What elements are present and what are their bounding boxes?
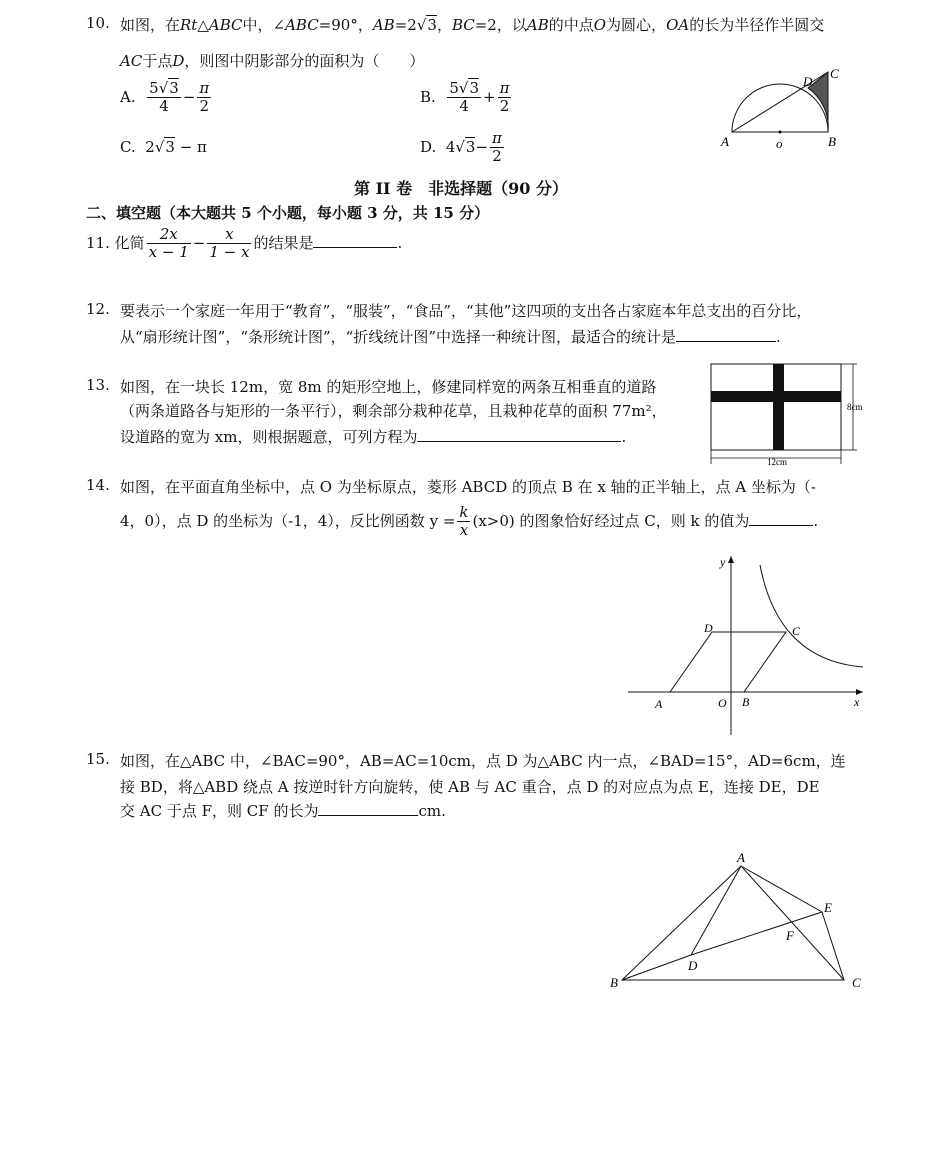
height-label: 8cm [847, 402, 863, 412]
q11-fraction-2: $\frac{x}{1 - x}$ [209, 225, 250, 262]
q14-fraction: $\frac{k}{x}$ [459, 503, 469, 540]
segment-ad [691, 866, 741, 955]
section2-title: 第 II 卷 非选择题（90 分） [354, 179, 568, 198]
q13-figure [705, 360, 875, 470]
q12-number: 12. [86, 300, 110, 318]
label-c: C [792, 624, 801, 638]
vertical-road [773, 364, 784, 450]
q10-figure [715, 60, 865, 155]
segment-bd [622, 955, 691, 980]
q15-line1: 如图，在△ABC 中，∠BAC=90°，AB=AC=10cm，点 D 为△ABC 内一点，∠BAD=15°，AD=6cm，连 [120, 752, 846, 770]
q13-answer-blank[interactable] [417, 441, 621, 442]
y-axis-arrow [728, 556, 734, 563]
label-f: F [786, 928, 794, 943]
q14-line1: 如图，在平面直角坐标中，点 O 为坐标原点，菱形 ABCD 的顶点 B 在 x 轴的正半轴上，点 A 坐标为（- [120, 478, 817, 496]
label-d: D [688, 958, 698, 973]
center-point-o [779, 131, 782, 134]
q11-fraction-1: $\frac{2x}{x - 1}$ [148, 225, 189, 262]
label-x: x [854, 695, 860, 709]
width-label: 12cm [767, 457, 787, 467]
segment-ae [741, 866, 822, 912]
q12-line1: 要表示一个家庭一年用于“教育”，“服装”，“食品”，“其他”这四项的支出各占家庭本年总支出的百分比， [120, 302, 812, 320]
q14-figure [620, 550, 870, 740]
q10-option-b[interactable]: B. $\frac{5√3}{4}$ + $\frac{\pi}{2}$ [420, 79, 510, 116]
q10-option-c[interactable]: C. 2√3 − π [120, 138, 207, 156]
segment-ac [732, 72, 828, 132]
q13-number: 13. [86, 376, 110, 394]
label-a: A [737, 850, 745, 865]
q15-answer-blank[interactable] [318, 815, 418, 816]
q14-number: 14. [86, 476, 110, 494]
label-d: D [803, 74, 813, 89]
rhombus-abcd [670, 632, 786, 692]
q12-line2: 从“扇形统计图”，“条形统计图”，“折线统计图”中选择一种统计图，最适合的统计是 . [120, 328, 781, 346]
q13-line3: 设道路的宽为 xm，则根据题意，可列方程为 . [120, 428, 627, 446]
q15-figure [600, 845, 870, 995]
q14-line2: 4，0），点 D 的坐标为（-1，4），反比例函数 y = $\frac{k}{x}$ (x>0) 的图象恰好经过点 C，则 k 的值为 . [120, 503, 819, 540]
label-b: B [742, 695, 750, 709]
label-b: B [828, 134, 836, 149]
q10-option-d[interactable]: D. 4√3− $\frac{\pi}{2}$ [420, 129, 502, 166]
q15-line3: 交 AC 于点 F，则 CF 的长为 cm. [120, 802, 446, 820]
label-c: C [830, 66, 839, 81]
q10-line1: 如图，在Rt△ABC中，∠ABC=90°，AB=2√3，BC=2，以AB的中点O为圆心，OA的长为半径作半圆交 [120, 16, 825, 34]
q12-answer-blank[interactable] [676, 341, 776, 342]
label-y: y [720, 555, 726, 569]
label-e: E [824, 900, 832, 915]
label-a: A [721, 134, 729, 149]
label-o: o [776, 136, 783, 151]
hyperbola-curve [760, 565, 863, 667]
label-b: B [610, 975, 618, 990]
label-a: A [655, 697, 663, 711]
q11-answer-blank[interactable] [313, 247, 397, 248]
q13-line1: 如图，在一块长 12m，宽 8m 的矩形空地上，修建同样宽的两条互相垂直的道路 [120, 378, 657, 396]
q13-line2: （两条道路各与矩形的一条平行），剩余部分栽种花草，且栽种花草的面积 77m²， [120, 402, 667, 420]
label-c: C [852, 975, 861, 990]
option-a-fraction: $\frac{5√3}{4}$ [149, 79, 179, 116]
section2-subtitle: 二、填空题（本大题共 5 个小题，每小题 3 分，共 15 分） [86, 204, 490, 222]
label-o: O [718, 696, 727, 710]
q10-number: 10. [86, 14, 110, 32]
q14-answer-blank[interactable] [749, 525, 813, 526]
q10-option-a[interactable]: A. $\frac{5√3}{4}$ − $\frac{\pi}{2}$ [120, 79, 210, 116]
q11: 11. 化简 $\frac{2x}{x - 1}$ − $\frac{x}{1 - x}$ 的结果是 . [86, 225, 403, 262]
option-b-fraction: $\frac{5√3}{4}$ [449, 79, 479, 116]
q10-line2: AC于点D，则图中阴影部分的面积为（ ） [120, 52, 425, 70]
q15-number: 15. [86, 750, 110, 768]
triangle-abc [622, 866, 844, 980]
q15-line2: 接 BD，将△ABD 绕点 A 按逆时针方向旋转，使 AB 与 AC 重合，点 D 的对应点为点 E，连接 DE，DE [120, 778, 820, 796]
segment-ec [822, 912, 844, 980]
label-d: D [704, 621, 713, 635]
